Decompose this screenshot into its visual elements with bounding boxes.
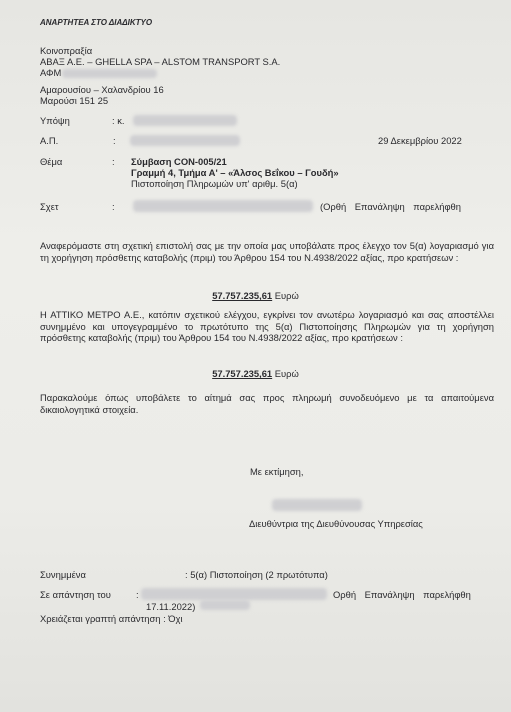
recipient-line-1: Κοινοπραξία — [40, 45, 93, 56]
amount-line-1 — [0, 290, 511, 302]
related-colon: : — [112, 201, 115, 212]
attachments-value: : 5(α) Πιστοποίηση (2 πρωτότυπα) — [185, 569, 328, 580]
recipient-line-2: ΑΒΑΞ Α.Ε. – GHELLA SPA – ALSTOM TRANSPORT S.A. — [40, 56, 281, 67]
reference-label: Α.Π. — [40, 135, 59, 146]
subject-label: Θέμα — [40, 156, 63, 167]
redacted-reference — [130, 135, 240, 146]
recipient-vat-label: ΑΦΜ — [40, 67, 62, 78]
reply-date: 17.11.2022) — [146, 601, 196, 612]
currency-1: Ευρώ — [272, 290, 299, 301]
redacted-attention — [133, 115, 237, 126]
redacted-related — [133, 200, 313, 212]
attention-label: Υπόψη — [40, 115, 70, 126]
reference-value: : — [113, 135, 116, 146]
written-reply-required: Χρειάζεται γραπτή απάντηση : Όχι — [40, 613, 183, 624]
letter-date: 29 Δεκεμβρίου 2022 — [378, 135, 462, 146]
reply-colon: : — [136, 589, 139, 600]
amount-2: 57.757.235,61 — [212, 368, 273, 379]
redacted-vat — [62, 69, 157, 78]
subject-colon: : — [112, 156, 115, 167]
amount-line-2 — [0, 368, 511, 380]
attachments-label: Συνημμένα — [40, 569, 86, 580]
currency-2: Ευρώ — [272, 368, 299, 379]
redacted-reply-2 — [200, 600, 250, 610]
reply-value: Ορθή Επανάληψη παρελήφθη — [333, 589, 471, 600]
signatory-title: Διευθύντρια της Διευθύνουσας Υπηρεσίας — [249, 518, 423, 529]
related-value: (Ορθή Επανάληψη παρελήφθη — [320, 201, 461, 212]
closing-salutation: Με εκτίμηση, — [250, 466, 304, 477]
recipient-address: Αμαρουσίου – Χαλανδρίου 16 — [40, 84, 164, 95]
subject-line: Γραμμή 4, Τμήμα Α' – «Άλσος Βεΐκου – Γουδή» — [131, 167, 339, 178]
web-posting-notice: ΑΝΑΡΤΗΤΕΑ ΣΤΟ ΔΙΑΔΙΚΤΥΟ — [40, 18, 153, 27]
amount-1: 57.757.235,61 — [212, 290, 273, 301]
subject-contract: Σύμβαση CON-005/21 — [131, 156, 227, 167]
reply-label: Σε απάντηση του — [40, 589, 111, 600]
subject-certificate: Πιστοποίηση Πληρωμών υπ' αριθμ. 5(α) — [131, 178, 298, 189]
related-label: Σχετ — [40, 201, 59, 212]
body-paragraph-3: Παρακαλούμε όπως υποβάλετε το αίτημά σας προς πληρωμή συνοδευόμενο με τα απαιτούμενα δικαιολογητικά στοιχεία. — [40, 392, 494, 415]
body-paragraph-1: Αναφερόμαστε στη σχετική επιστολή σας με την οποία μας υποβάλατε προς έλεγχο τον 5(α) λογαριασμό για τη χορήγηση πρόσθετης καταβολής (πριμ) του Άρθρου 154 του Ν.4938/2022 αξίας, προ κρατήσεων : — [40, 240, 494, 263]
attention-value: : κ. — [112, 115, 125, 126]
recipient-city: Μαρούσι 151 25 — [40, 95, 109, 106]
redacted-reply — [141, 588, 327, 600]
body-paragraph-2: Η ΑΤΤΙΚΟ ΜΕΤΡΟ Α.Ε., κατόπιν σχετικού ελέγχου, εγκρίνει τον ανωτέρω λογαριασμό και σας αποστέλλει συνημμένο και υπογεγραμμένο το πρωτότυπο της 5(α) Πιστοποίησης Πληρωμών για τη χορήγηση πρόσθετης καταβολής (πριμ) του Άρθρου 154 του Ν.4938/2022 αξίας, προ κρατήσεων : — [40, 309, 494, 343]
redacted-signatory — [272, 499, 362, 511]
